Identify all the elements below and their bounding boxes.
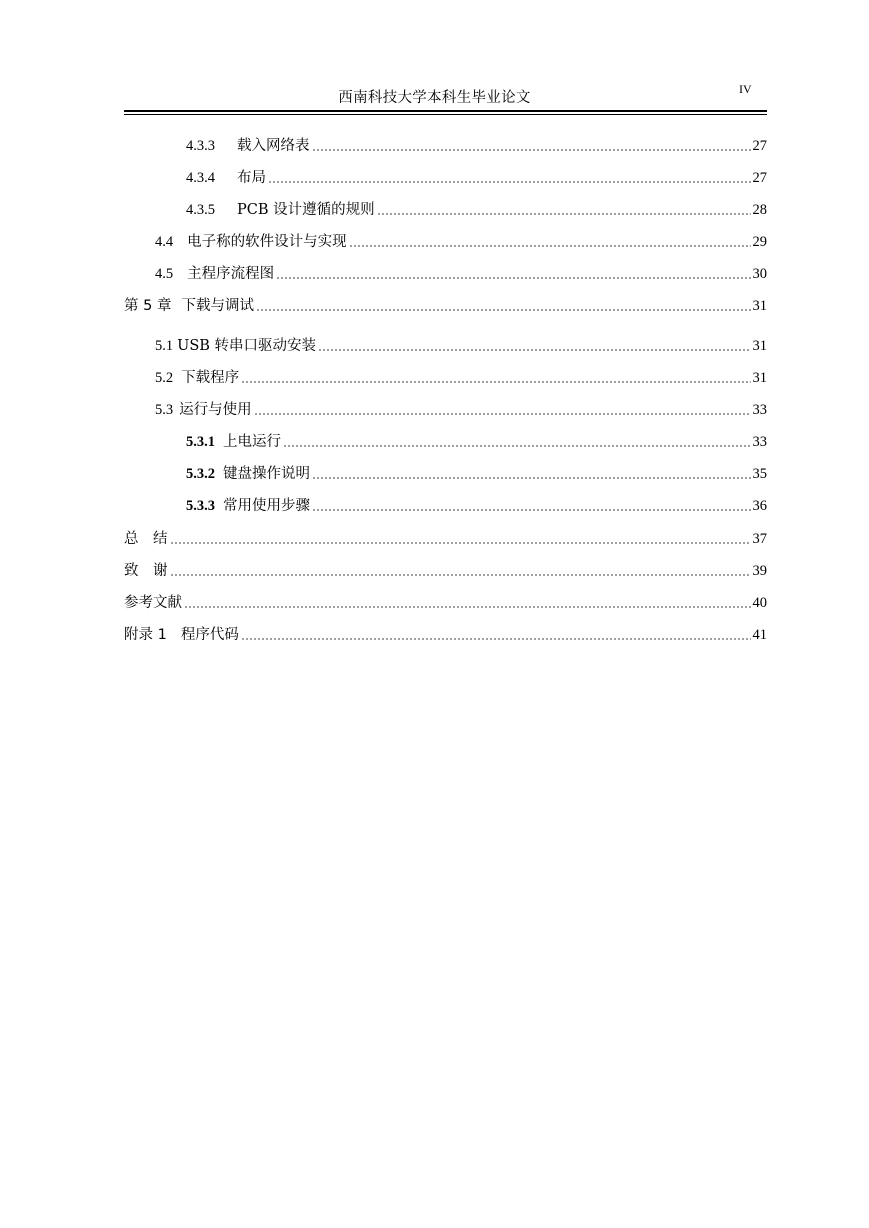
toc-entry-title: 载入网络表 (237, 138, 310, 154)
toc-entry-title: 致 谢 (124, 563, 168, 579)
toc-leader-dots (283, 445, 751, 447)
toc-entry-chapter[interactable] (124, 527, 767, 549)
toc-entry-chapter[interactable] (124, 591, 767, 613)
toc-entry[interactable] (155, 334, 767, 356)
toc-entry-chapter[interactable] (124, 559, 767, 581)
toc-entry-title: 上电运行 (223, 434, 281, 450)
toc-leader-dots (254, 413, 751, 415)
page-number: IV (739, 82, 752, 96)
toc-leader-dots (241, 381, 750, 383)
toc-entry-chapter[interactable] (124, 623, 767, 645)
toc-entry-title: 下载程序 (181, 370, 240, 386)
toc-entry-number: 4.3.3 (186, 138, 215, 154)
toc-entry-title: 参考文献 (124, 595, 182, 611)
toc-entry-title: 主程序流程图 (187, 266, 275, 282)
toc-entry[interactable] (186, 494, 767, 516)
toc-entry-page: 31 (752, 338, 767, 354)
toc-entry-page: 31 (752, 370, 767, 386)
toc-entry-page: 27 (752, 138, 767, 154)
toc-entry-number: 5.3 (155, 402, 174, 418)
toc-entry-number: 5.3.1 (186, 434, 215, 450)
toc-leader-dots (349, 245, 751, 247)
toc-leader-dots (268, 181, 751, 183)
toc-entry-title: 键盘操作说明 (223, 466, 310, 482)
toc-leader-dots (318, 349, 750, 351)
toc-entry[interactable] (155, 262, 767, 284)
toc-entry-page: 36 (752, 498, 767, 514)
toc-entry[interactable] (186, 462, 767, 484)
toc-entry-number: 5.1 (155, 338, 174, 354)
toc-entry-title: 总 结 (124, 531, 168, 547)
toc-entry-number: 4.5 (155, 266, 174, 282)
toc-entry-page: 39 (752, 563, 767, 579)
toc-entry-number: 第 5 章 (124, 298, 172, 314)
toc-leader-dots (184, 606, 751, 608)
toc-entry[interactable] (186, 166, 767, 188)
toc-entry-title: 常用使用步骤 (223, 498, 310, 514)
toc-entry-page: 29 (752, 234, 767, 250)
toc-entry[interactable] (155, 366, 767, 388)
toc-entry-number: 4.3.4 (186, 170, 215, 186)
toc-leader-dots (312, 509, 751, 511)
toc-entry-number: 5.2 (155, 370, 174, 386)
toc-entry[interactable] (186, 134, 767, 156)
toc-entry-page: 31 (752, 298, 767, 314)
toc-entry[interactable] (155, 230, 767, 252)
toc-entry-page: 40 (752, 595, 767, 611)
toc-entry-page: 37 (752, 531, 767, 547)
toc-entry-title: PCB 设计遵循的规则 (237, 202, 375, 218)
toc-entry-number: 4.4 (155, 234, 174, 250)
toc-entry[interactable] (186, 430, 767, 452)
toc-entry-number: 5.3.2 (186, 466, 215, 482)
toc-leader-dots (276, 277, 750, 279)
toc-entry-title: 运行与使用 (179, 402, 252, 418)
toc-leader-dots (256, 309, 751, 311)
toc-leader-dots (312, 149, 751, 151)
toc-entry-page: 28 (752, 202, 767, 218)
toc-entry-number: 附录 1 (124, 627, 167, 643)
toc-leader-dots (241, 638, 751, 640)
toc-entry-title: 下载与调试 (181, 298, 254, 314)
toc-leader-dots (312, 477, 751, 479)
toc-entry-chapter[interactable] (124, 294, 767, 316)
page-header-title: 西南科技大学本科生毕业论文 (338, 90, 531, 106)
toc-entry[interactable] (186, 198, 767, 220)
toc-entry-title: 程序代码 (180, 627, 239, 643)
toc-entry[interactable] (155, 398, 767, 420)
toc-entry-title: 布局 (237, 170, 266, 186)
toc-entry-page: 30 (752, 266, 767, 282)
toc-entry-title: 电子称的软件设计与实现 (187, 234, 347, 250)
toc-leader-dots (377, 213, 751, 215)
toc-entry-page: 35 (752, 466, 767, 482)
toc-entry-page: 41 (752, 627, 767, 643)
toc-leader-dots (170, 574, 751, 576)
toc-entry-page: 27 (752, 170, 767, 186)
toc-entry-number: 5.3.3 (186, 498, 215, 514)
toc-entry-number: 4.3.5 (186, 202, 215, 218)
toc-entry-page: 33 (752, 434, 767, 450)
toc-leader-dots (170, 542, 751, 544)
toc-entry-title: USB 转串口驱动安装 (177, 338, 317, 354)
toc-entry-page: 33 (752, 402, 767, 418)
